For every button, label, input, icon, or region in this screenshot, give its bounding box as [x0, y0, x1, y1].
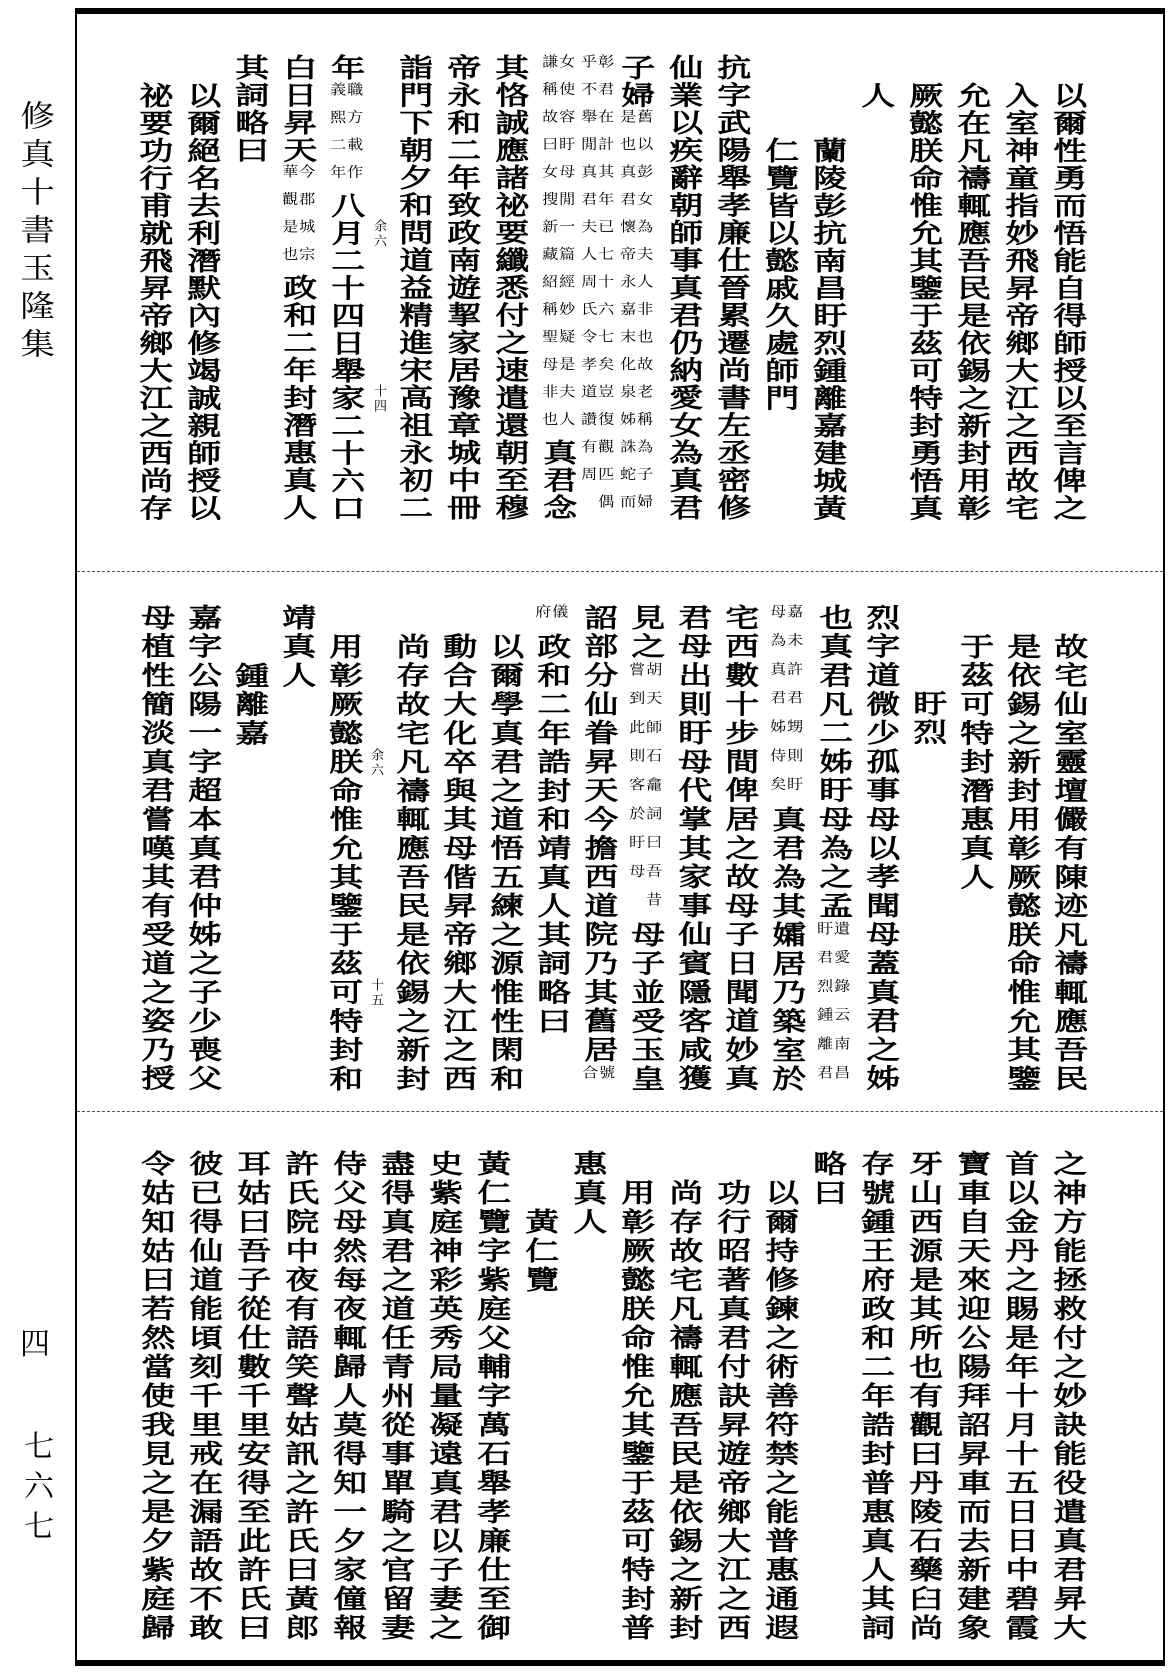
book-title: 修真十書玉隆集 [13, 100, 54, 366]
text-column [707, 1150, 755, 1666]
main-text: 功行昭著真君付訣昇遊帝鄉大江之西 [711, 1179, 751, 1643]
text-column [467, 1150, 515, 1666]
interlinear-note [617, 109, 653, 522]
text-column [178, 604, 225, 1111]
text-column [947, 54, 995, 571]
text-column [621, 604, 668, 1111]
text-column [319, 604, 366, 1111]
note-line: 嘗到此則客於盱母 [626, 661, 646, 893]
main-text: 于茲可特封潛惠真人 [954, 632, 993, 892]
main-text: 政和二年誥封和靖真人其詞略曰 [531, 632, 570, 1037]
main-text: 人 [855, 81, 895, 109]
marginal-annotation: 余六 [371, 219, 386, 249]
interlinear-note [579, 1064, 616, 1094]
note-line: 遺愛錄云南昌 [831, 920, 851, 1094]
text-column [856, 604, 903, 1111]
note-line: 謙稱故曰女搜新藏紹稱聖母非也 [539, 54, 558, 439]
main-text: 祕要功行甫就飛昇帝鄉大江之西尚存 [133, 81, 173, 522]
text-column [803, 54, 851, 571]
main-text: 蘭陵彭抗南昌盱烈鍾離嘉建城黃 [807, 136, 847, 522]
text-column [950, 604, 997, 1111]
main-text: 年 [325, 54, 365, 82]
main-text: 嘉字公陽一字超本真君仲姊之子少喪父 [182, 604, 221, 1094]
text-column [272, 604, 319, 1111]
main-text: 詣門下朝夕和問道益精進宋高祖永初二 [393, 54, 433, 522]
main-text: 厥懿朕命惟允其鑒于茲可特封勇悟真 [903, 81, 943, 522]
main-text: 仙業以疾辭朝師事真君仍納愛女為真君 [663, 54, 703, 522]
main-text: 其恪誠應諸祕要纖悉付之速遣還朝至穆 [489, 54, 529, 522]
text-column [480, 604, 527, 1111]
main-text: 是依錫之新封用彰厥懿朕命惟允其鑒 [1001, 632, 1040, 1094]
main-text: 惠真人 [567, 1150, 607, 1237]
text-column [177, 54, 225, 571]
text-column [131, 604, 178, 1111]
main-text: 令姑知姑曰若然當使我見之是夕紫庭歸 [135, 1150, 175, 1643]
text-column [129, 54, 177, 571]
text-column [563, 1150, 611, 1666]
note-line: 府 [532, 604, 552, 633]
interlinear-note [626, 661, 663, 921]
text-column [179, 1150, 227, 1666]
text-column [903, 604, 950, 1111]
main-text: 帝永和二年致政南遊挈家居豫章城中冊 [441, 54, 481, 522]
text-column [273, 54, 321, 571]
text-column [611, 54, 659, 571]
text-column [899, 54, 947, 571]
text-panel-top [77, 14, 1163, 571]
interlinear-note [578, 54, 614, 522]
text-column [809, 604, 856, 1111]
main-text: 盡得真君之道任青州從事單騎之官留妻 [375, 1150, 415, 1643]
main-text: 靖真人 [276, 604, 315, 691]
text-column [1043, 54, 1091, 571]
text-column [659, 54, 707, 571]
main-text: 許氏院中夜有語笑聲姑訊之許氏曰黃郎 [279, 1150, 319, 1643]
main-text: 其詞略曰 [229, 54, 269, 164]
main-text: 君母出則盱母代掌其家事仙賓隱客咸獲 [672, 604, 711, 1094]
main-text: 尚存故宅凡禱輒應吾民是依錫之新封 [390, 632, 429, 1094]
note-line: 今郡城宗 [296, 164, 315, 274]
marginal-annotation: 十四 [371, 384, 386, 414]
main-text: 盱烈 [907, 690, 946, 748]
main-text: 侍父母然每夜輒歸人莫得知一夕家僮報 [327, 1150, 367, 1643]
text-column [433, 604, 480, 1111]
main-text: 故宅仙室靈壇儼有陳迹凡禱輒應吾民 [1048, 632, 1087, 1094]
text-column [995, 1150, 1043, 1666]
note-line: 儀 [549, 604, 569, 633]
text-column [611, 1150, 659, 1666]
main-text: 牙山西源是其所也有觀曰丹陵石藥臼尚 [903, 1150, 943, 1643]
text-column [715, 604, 762, 1111]
text-column [515, 1150, 563, 1666]
main-text: 動合大化卒與其母偕昇帝鄉大江之西 [437, 632, 476, 1094]
main-text: 政和二年封潛惠真人 [277, 274, 317, 522]
interlinear-note [814, 920, 851, 1094]
page-frame [75, 8, 1165, 1666]
main-text: 用彰厥懿朕命惟允其鑒于茲可特封普 [615, 1179, 655, 1643]
main-text: 仁覽皆以懿戚久處師門 [759, 136, 799, 412]
main-text: 耳姑曰吾子從仕數千里安得至此許氏曰 [231, 1150, 271, 1643]
main-text: 以爾持修鍊之術善符禁之能普惠通遐 [759, 1179, 799, 1643]
note-line: 胡天師石龕詞曰吾昔 [643, 661, 663, 921]
note-line: 嘉未許君甥則盱 [784, 604, 804, 806]
main-text: 略曰 [807, 1150, 847, 1208]
text-column [574, 604, 621, 1111]
main-text: 鍾離嘉 [229, 661, 268, 748]
note-line: 是也真君懷帝永嘉末化泉姊誅蛇而 [617, 109, 636, 522]
marginal-annotation: 十五 [368, 978, 383, 1009]
text-column [369, 54, 389, 571]
text-column [227, 1150, 275, 1666]
main-text: 詔部分仙眷昇天今擔西道院乃其舊居 [578, 604, 617, 1065]
note-line: 華觀是也 [279, 164, 298, 274]
text-column [762, 604, 809, 1111]
text-column [533, 54, 581, 571]
main-text: 也真君凡二姊盱母為之孟 [813, 604, 852, 921]
main-text: 允在凡禱輒應吾民是依錫之新封用彰 [951, 81, 991, 522]
main-text: 母子並受玉皇 [625, 920, 664, 1094]
text-column [386, 604, 433, 1111]
text-column [371, 1150, 419, 1666]
main-text: 之神方能拯救付之妙訣能役遣真君昇大 [1047, 1150, 1087, 1643]
note-line: 乎不舉閒真君夫人周氏令孝道讚有周 [578, 54, 597, 494]
text-column [437, 54, 485, 571]
interlinear-note [539, 54, 575, 439]
text-column [1044, 604, 1091, 1111]
text-panel-middle [77, 571, 1163, 1111]
text-column [707, 54, 755, 571]
main-text: 尚存故宅凡禱輒應吾民是依錫之新封 [663, 1179, 703, 1643]
text-column [755, 54, 803, 571]
note-line: 舊以彭女為夫人非也故老稱為子婦 [634, 109, 653, 522]
main-text: 以爾性勇而悟能自得師授以至言俾之 [1047, 81, 1087, 522]
note-line: 彰君在計其年已七十六七矣豈復觀匹偶 [595, 54, 614, 522]
text-column [659, 1150, 707, 1666]
note-line: 盱君烈鍾離君 [814, 920, 834, 1094]
text-column [851, 54, 899, 571]
note-line: 母為真君姊侍矣 [767, 604, 787, 806]
main-text: 首以金丹之賜是年十月十五日日中碧霞 [999, 1150, 1039, 1643]
note-line: 職方載作 [344, 81, 363, 192]
marginal-annotation: 余六 [368, 748, 383, 778]
text-column [851, 1150, 899, 1666]
text-column [225, 604, 272, 1111]
text-column [803, 1150, 851, 1666]
main-text: 母植性簡淡真君嘗嘆其有受道之姿乃授 [135, 604, 174, 1094]
note-line: 義熙二年 [327, 81, 346, 192]
main-text: 以爾絕名去利潛默內修竭誠親師授以 [181, 81, 221, 522]
note-line: 女使容盱母閒一篇經妙疑是夫人 [556, 54, 575, 439]
main-text: 真君念 [537, 439, 577, 522]
text-column [321, 54, 369, 571]
text-column [419, 1150, 467, 1666]
main-text: 史紫庭神彩英秀局量凝遠真君以子妻之 [423, 1150, 463, 1643]
text-column [225, 54, 273, 571]
interlinear-note [279, 164, 315, 274]
text-column [275, 1150, 323, 1666]
text-column [755, 1150, 803, 1666]
text-column [899, 1150, 947, 1666]
main-text: 抗字武陽舉孝廉仕晉累遷尚書左丞密修 [711, 54, 751, 522]
text-column [389, 54, 437, 571]
text-column [485, 54, 533, 571]
main-text: 子婦 [615, 54, 655, 109]
main-text: 黃仁覽字紫庭父輔字萬石舉孝廉仕至御 [471, 1150, 511, 1643]
main-text: 烈字道微少孤事母以孝聞母蓋真君之姊 [860, 604, 899, 1094]
main-text: 入室神童指妙飛昇帝鄉大江之西故宅 [999, 81, 1039, 522]
main-text: 用彰厥懿朕命惟允其鑒于茲可特封和 [323, 632, 362, 1094]
interlinear-note [767, 604, 804, 806]
note-line: 號 [596, 1064, 616, 1094]
page-number: 七六七 [18, 1430, 53, 1550]
main-text: 存號鍾王府政和二年誥封普惠真人其詞 [855, 1150, 895, 1643]
text-column [995, 54, 1043, 571]
main-text: 以爾學真君之道悟五練之源惟性閑和 [484, 632, 523, 1094]
text-column [578, 54, 614, 571]
text-column [668, 604, 715, 1111]
main-text: 黃仁覽 [519, 1208, 559, 1295]
main-text: 宅西數十步間俾居之故母子日聞道妙真 [719, 604, 758, 1094]
main-text: 白日昇天 [277, 54, 317, 164]
main-text: 八月二十四日舉家二十六口 [325, 191, 365, 522]
text-column [1043, 1150, 1091, 1666]
main-text: 彼已得仙道能頃刻千里戒在漏語故不敢 [183, 1150, 223, 1643]
text-column [997, 604, 1044, 1111]
text-column [947, 1150, 995, 1666]
interlinear-note [532, 604, 569, 633]
text-panel-bottom [77, 1111, 1163, 1666]
text-column [131, 1150, 179, 1666]
text-column [323, 1150, 371, 1666]
note-line: 合 [579, 1064, 599, 1094]
text-column [527, 604, 574, 1111]
main-text: 見之 [625, 604, 664, 662]
main-text: 真君為其孀居乃築室於 [766, 805, 805, 1094]
text-column [366, 604, 386, 1111]
interlinear-note [327, 81, 363, 192]
main-text: 寶車自天來迎公陽拜詔昇車而去新建象 [951, 1150, 991, 1643]
volume-section: 四 [20, 1327, 50, 1362]
